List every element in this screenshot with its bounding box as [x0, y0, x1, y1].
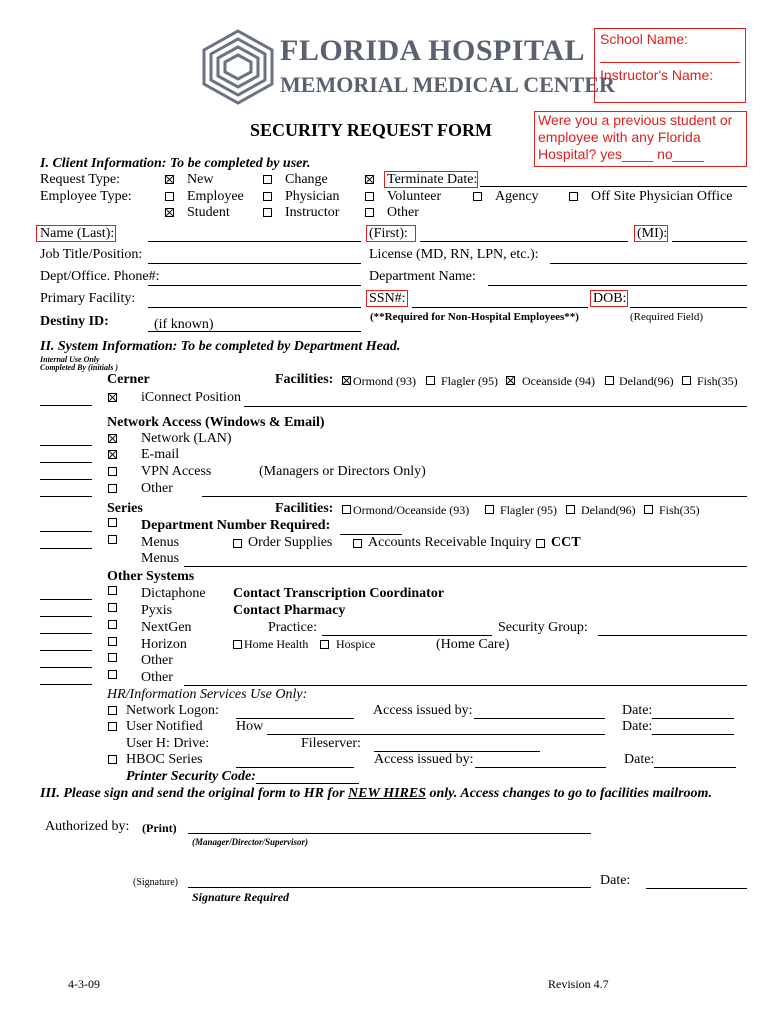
how-line[interactable] [267, 734, 605, 735]
user-notified-label: User Notified [126, 719, 203, 734]
name-last-line[interactable] [148, 241, 361, 242]
cerner-ormond-checkbox[interactable] [342, 376, 351, 385]
change-label: Change [285, 172, 328, 187]
dept-number-label: Department Number Required: [141, 518, 331, 533]
email-label: E-mail [141, 447, 180, 462]
volunteer-checkbox[interactable] [365, 192, 374, 201]
menus-checkbox[interactable] [108, 535, 117, 544]
cct-checkbox[interactable] [536, 539, 545, 548]
internal-use-label: Internal Use Only [40, 355, 100, 364]
initials-line-nextgen[interactable] [40, 633, 92, 634]
user-notified-checkbox[interactable] [108, 722, 117, 731]
cerner-fish-label: Fish(35) [697, 374, 738, 388]
name-last-label: Name (Last): [40, 226, 115, 241]
how-label: How [236, 719, 264, 734]
signature-label: (Signature) [133, 877, 178, 888]
instructor-label: Instructor [285, 205, 340, 220]
signature-required-label: Signature Required [192, 890, 290, 904]
contact-pharmacy: Contact Pharmacy [233, 603, 346, 618]
primary-facility-line[interactable] [148, 307, 361, 308]
cerner-oceanside-label: Oceanside (94) [522, 374, 595, 388]
license-label: License (MD, RN, LPN, etc.): [369, 247, 539, 262]
initials-line-pyxis[interactable] [40, 616, 92, 617]
change-checkbox[interactable] [263, 175, 272, 184]
logo-line1: FLORIDA HOSPITAL [280, 34, 585, 67]
school-name-label: School Name: [600, 31, 688, 47]
hboc-line[interactable] [236, 767, 354, 768]
agency-label: Agency [495, 189, 539, 204]
dept-number-checkbox[interactable] [108, 518, 117, 527]
network-lan-checkbox[interactable] [108, 434, 117, 443]
mi-line[interactable] [672, 241, 747, 242]
security-group-line[interactable] [598, 635, 747, 636]
employee-type-label: Employee Type: [40, 189, 132, 204]
initials-line-other2[interactable] [40, 684, 92, 685]
mi-label: (MI): [637, 226, 668, 241]
new-checkbox[interactable] [165, 175, 174, 184]
student-label: Student [187, 205, 230, 220]
contact-transcription: Contact Transcription Coordinator [233, 586, 445, 601]
employee-checkbox[interactable] [165, 192, 174, 201]
dob-label: DOB: [593, 291, 627, 306]
access-issued-line-2[interactable] [475, 767, 606, 768]
hospice-checkbox[interactable] [320, 640, 329, 649]
series-facilities-label: Facilities: [275, 501, 334, 516]
home-health-label: Home Health [244, 637, 309, 651]
cerner-deland-checkbox[interactable] [605, 376, 614, 385]
initials-line-lan[interactable] [40, 445, 92, 446]
ar-inquiry-checkbox[interactable] [353, 539, 362, 548]
dictaphone-checkbox[interactable] [108, 586, 117, 595]
practice-line[interactable] [322, 635, 492, 636]
instructor-name-label: Instructor's Name: [600, 67, 714, 83]
cerner-fish-checkbox[interactable] [682, 376, 691, 385]
menus-line[interactable] [184, 566, 747, 567]
offsite-checkbox[interactable] [569, 192, 578, 201]
terminate-checkbox[interactable] [365, 175, 374, 184]
network-logon-checkbox[interactable] [108, 706, 117, 715]
other-system2-line[interactable] [184, 685, 747, 686]
previous-student-text: Were you a previous student or employee with any Florida Hospital? yes____ no____ [538, 112, 733, 162]
date-line-1[interactable] [652, 718, 734, 719]
series-ormond-checkbox[interactable] [342, 505, 351, 514]
other-systems-heading: Other Systems [107, 569, 195, 584]
terminate-date-label: Terminate Date: [387, 172, 478, 187]
vpn-note: (Managers or Directors Only) [259, 464, 426, 479]
network-access-heading: Network Access (Windows & Email) [107, 415, 325, 430]
iconnect-checkbox[interactable] [108, 393, 117, 402]
nextgen-label: NextGen [141, 620, 192, 635]
ar-inquiry-label: Accounts Receivable Inquiry [368, 535, 532, 550]
job-title-line[interactable] [148, 263, 361, 264]
horizon-label: Horizon [141, 637, 187, 652]
license-line[interactable] [550, 263, 747, 264]
first-name-line[interactable] [420, 241, 628, 242]
signature-date-label: Date: [600, 873, 631, 888]
initials-line-other-net[interactable] [40, 496, 92, 497]
order-supplies-label: Order Supplies [248, 535, 333, 550]
user-h-drive-label: User H: Drive: [126, 736, 210, 751]
ssn-label: SSN#: [369, 291, 406, 306]
pyxis-label: Pyxis [141, 603, 173, 618]
iconnect-line[interactable] [244, 406, 747, 407]
date-label-2: Date: [622, 719, 653, 734]
date-label-3: Date: [624, 752, 655, 767]
initials-line-email[interactable] [40, 462, 92, 463]
other-type-label: Other [387, 205, 419, 220]
offsite-label: Off Site Physician Office [591, 189, 733, 204]
section1-heading: I. Client Information: To be completed by user. [40, 156, 311, 171]
series-fish-label: Fish(35) [659, 503, 700, 517]
physician-checkbox[interactable] [263, 192, 272, 201]
other-system2-checkbox[interactable] [108, 670, 117, 679]
access-issued-label-2: Access issued by: [374, 752, 474, 767]
hospice-label: Hospice [336, 637, 376, 651]
dept-phone-line[interactable] [148, 285, 361, 286]
network-logon-label: Network Logon: [126, 703, 219, 718]
order-supplies-checkbox[interactable] [233, 539, 242, 548]
other-system2-label: Other [141, 670, 173, 685]
cerner-facilities-label: Facilities: [275, 372, 334, 387]
series-flagler-label: Flagler (95) [500, 503, 557, 517]
destiny-id-line[interactable] [148, 331, 361, 332]
date-label-1: Date: [622, 703, 653, 718]
series-ormond-label: Ormond/Oceanside (93) [353, 503, 470, 517]
first-name-label: (First): [369, 226, 408, 241]
other-network-line[interactable] [202, 496, 747, 497]
horizon-checkbox[interactable] [108, 637, 117, 646]
required-field-note: (Required Field) [630, 311, 704, 323]
volunteer-label: Volunteer [387, 189, 442, 204]
menus-label-2: Menus [141, 551, 180, 566]
completed-by-label: Completed By (initials ) [40, 363, 118, 372]
footer-revision: Revision 4.7 [548, 977, 609, 991]
logo [200, 28, 615, 108]
access-issued-line-1[interactable] [474, 718, 605, 719]
authorized-by-label: Authorized by: [45, 819, 130, 834]
initials-line-menus[interactable] [40, 548, 92, 549]
iconnect-label: iConnect Position [141, 390, 241, 405]
date-line-2[interactable] [652, 734, 734, 735]
access-issued-label-1: Access issued by: [373, 703, 473, 718]
nextgen-checkbox[interactable] [108, 620, 117, 629]
dictaphone-label: Dictaphone [141, 586, 206, 601]
initials-line-horizon[interactable] [40, 650, 92, 651]
series-deland-checkbox[interactable] [566, 505, 575, 514]
printer-code-line[interactable] [256, 783, 359, 784]
instructor-checkbox[interactable] [263, 208, 272, 217]
initials-line-dictaphone[interactable] [40, 599, 92, 600]
agency-checkbox[interactable] [473, 192, 482, 201]
practice-label: Practice: [268, 620, 317, 635]
cerner-flagler-checkbox[interactable] [426, 376, 435, 385]
section2-heading: II. System Information: To be completed by Department Head. [40, 339, 401, 354]
cerner-oceanside-checkbox[interactable] [506, 376, 515, 385]
dept-name-label: Department Name: [369, 269, 476, 284]
request-type-label: Request Type: [40, 172, 121, 187]
fileserver-label: Fileserver: [301, 736, 361, 751]
other-network-checkbox[interactable] [108, 484, 117, 493]
signature-date-line[interactable] [646, 888, 747, 889]
security-group-label: Security Group: [498, 620, 588, 635]
if-known-label: (if known) [154, 317, 214, 332]
cerner-ormond-label: Ormond (93) [353, 374, 416, 388]
cerner-deland-label: Deland(96) [619, 374, 674, 388]
footer-date: 4-3-09 [68, 977, 100, 991]
initials-line-vpn[interactable] [40, 479, 92, 480]
hboc-checkbox[interactable] [108, 755, 117, 764]
manager-label: (Manager/Director/Supervisor) [192, 837, 309, 847]
dob-line[interactable] [630, 307, 747, 308]
section3-heading: III. Please sign and send the original form to HR for NEW HIRES only. Access changes to go to facilities mailroom. [40, 786, 712, 801]
home-care-label: (Home Care) [436, 637, 510, 652]
vpn-label: VPN Access [141, 464, 212, 479]
hospital-logo-icon [200, 28, 276, 106]
hr-use-label: HR/Information Services Use Only: [107, 687, 308, 702]
initials-line-dept-num[interactable] [40, 531, 92, 532]
menus-label: Menus [141, 535, 180, 550]
pyxis-checkbox[interactable] [108, 603, 117, 612]
cct-label: CCT [551, 535, 581, 550]
dept-name-line[interactable] [488, 285, 747, 286]
form-title: SECURITY REQUEST FORM [250, 120, 493, 140]
physician-label: Physician [285, 189, 340, 204]
destiny-id-label: Destiny ID: [40, 314, 109, 329]
required-non-hospital: (**Required for Non-Hospital Employees**) [370, 311, 579, 323]
primary-facility-label: Primary Facility: [40, 291, 136, 306]
date-line-3[interactable] [654, 767, 736, 768]
new-label: New [187, 172, 214, 187]
initials-line-iconnect[interactable] [40, 405, 92, 406]
signature-line[interactable] [188, 887, 591, 888]
terminate-date-line[interactable] [480, 186, 747, 187]
cerner-flagler-label: Flagler (95) [441, 374, 498, 388]
job-title-label: Job Title/Position: [40, 247, 143, 262]
student-checkbox[interactable] [165, 208, 174, 217]
employee-label: Employee [187, 189, 244, 204]
cerner-heading: Cerner [107, 372, 150, 387]
other-system1-checkbox[interactable] [108, 653, 117, 662]
vpn-checkbox[interactable] [108, 467, 117, 476]
print-name-line[interactable] [188, 833, 591, 834]
series-deland-label: Deland(96) [581, 503, 636, 517]
network-lan-label: Network (LAN) [141, 431, 232, 446]
print-label: (Print) [142, 821, 177, 835]
series-fish-checkbox[interactable] [644, 505, 653, 514]
initials-line-other1[interactable] [40, 667, 92, 668]
series-flagler-checkbox[interactable] [485, 505, 494, 514]
ssn-line[interactable] [412, 307, 588, 308]
series-heading: Series [107, 501, 143, 516]
email-checkbox[interactable] [108, 450, 117, 459]
printer-code-label: Printer Security Code: [126, 769, 256, 784]
other-system1-label: Other [141, 653, 173, 668]
dept-phone-label: Dept/Office. Phone#: [40, 269, 160, 284]
home-health-checkbox[interactable] [233, 640, 242, 649]
hboc-label: HBOC Series [126, 752, 203, 767]
other-type-checkbox[interactable] [365, 208, 374, 217]
logo-line2: MEMORIAL MEDICAL CENTER [280, 72, 615, 97]
other-network-label: Other [141, 481, 173, 496]
